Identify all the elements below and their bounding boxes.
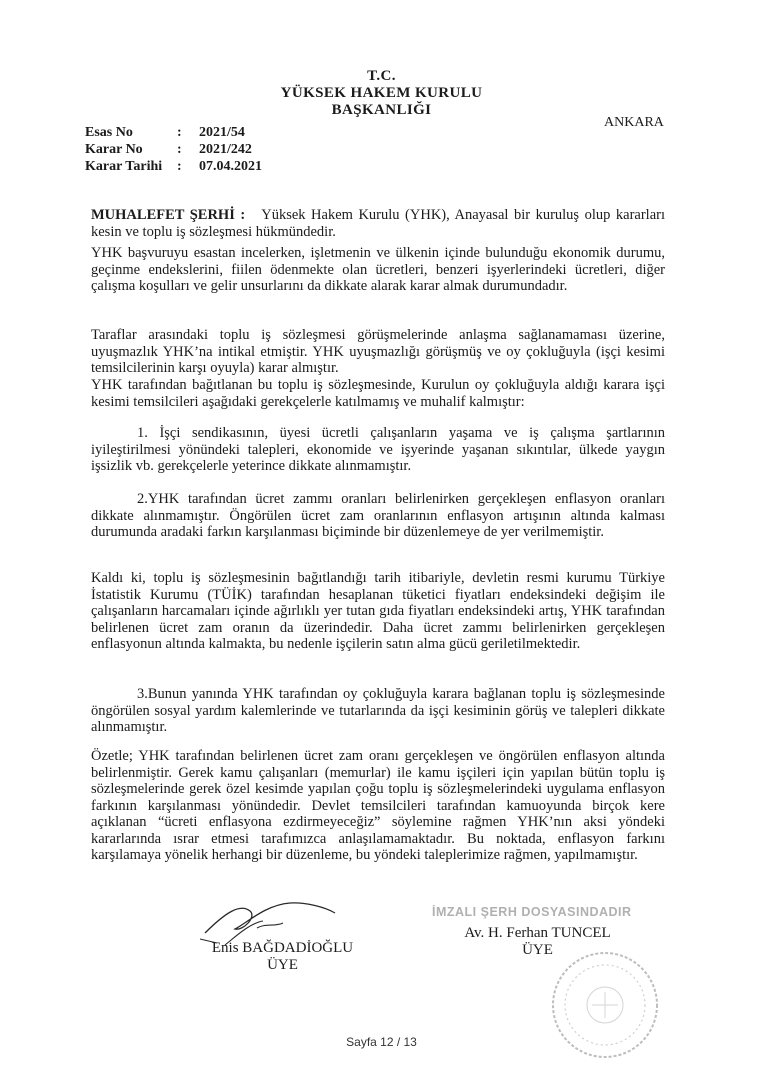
left-signatory-role: ÜYE <box>267 957 298 973</box>
meta-sep-karar: : <box>177 142 182 157</box>
meta-value-tarih: 07.04.2021 <box>199 159 262 174</box>
meta-sep-esas: : <box>177 125 182 140</box>
intro-paragraph <box>91 207 665 240</box>
meta-label-karar: Karar No <box>85 142 143 157</box>
header-city: ANKARA <box>604 115 664 130</box>
dissent-heading: MUHALEFET ŞERHİ : <box>91 207 246 223</box>
header-office: BAŞKANLIĞI <box>331 102 432 118</box>
meta-label-tarih: Karar Tarihi <box>85 159 163 174</box>
meta-value-karar: 2021/242 <box>199 142 252 157</box>
paragraph-3: Taraflar arasındaki toplu iş sözleşmesi görüşmelerinde anlaşma sağlanamaması üzerine, uyuşmazlık YHK’na intikal etmiştir. YHK uyuşmazlığı görüşmüş ve oy çokluğuyla (işçi kesimi temsilcilerinin karşı oyuyla) karar almıştır. <box>91 327 665 376</box>
item-2: 2.YHK tarafından ücret zammı oranları belirlenirken gerçekleşen enflasyon oranları dikkate alınmamıştır. Öngörülen ücret zam oranlarının enflasyon artışının altında kalması durumunda aradaki farkın karşılanması biçiminde bir düzenlemeye de yer verilmemiştir. <box>91 491 665 540</box>
intro-text: Yüksek Hakem Kurulu (YHK), Anayasal bir kuruluş olup kararları kesin ve toplu iş sözleşmesi hükmündedir. <box>91 207 665 240</box>
paragraph-2: YHK başvuruyu esastan incelerken, işletmenin ve ülkenin içinde bulunduğu ekonomik durumu, geçinme endekslerini, fiilen ödenmekte olan ücretleri, benzeri işyerlerindeki ücretleri, diğer çalışma koşulları ve gelir unsurlarını da dikkate alarak karar almak durumundadır. <box>91 245 665 294</box>
header-institution: YÜKSEK HAKEM KURULU <box>280 85 483 101</box>
paragraph-5: Kaldı ki, toplu iş sözleşmesinin bağıtlandığı tarih itibariyle, devletin resmi kurumu Türkiye İstatistik Kurumu (TÜİK) tarafından hesaplanan tüketici fiyatları endeksindeki değişim ile çalışanların harcamaları içinde ağırlıklı yer tutan gıda fiyatları endeksindeki artış, YHK tarafından belirlenen ücret zam oranın da üzerindedir. Daha ücret zammı belirlenirken gerçekleşen enflasyonun altında kalmakta, bu nedenle işçilerin satın alma gücü geriletilmektedir. <box>91 570 665 652</box>
item-3: 3.Bunun yanında YHK tarafından oy çokluğuyla karara bağlanan toplu iş sözleşmesinde öngörülen sosyal yardım kalemlerinde ve tutarlarında da işçi kesiminin görüş ve talepleri dikkate alınmamıştır. <box>91 686 665 735</box>
page-number: Sayfa 12 / 13 <box>346 1035 417 1049</box>
left-signatory-name: Enis BAĞDADİOĞLU <box>211 940 354 956</box>
meta-value-esas: 2021/54 <box>199 125 245 140</box>
item-1: 1. İşçi sendikasının, üyesi ücretli çalışanların yaşama ve iş çalışma şartlarının iyileştirilmesi yönündeki talepleri, ekonomide ve işyerinde yaşanan sıkıntılar, ülkede yaygın işsizlik vb. gerekçelerle yeterince dikkate alınmamıştır. <box>91 425 665 474</box>
meta-label-esas: Esas No <box>85 125 133 140</box>
meta-sep-tarih: : <box>177 159 182 174</box>
right-signatory-role: ÜYE <box>522 942 553 958</box>
header-tc: T.C. <box>367 68 396 84</box>
paragraph-6: Özetle; YHK tarafından belirlenen ücret zam oranı gerçekleşen ve öngörülen enflasyon altında belirlenmiştir. Gerek kamu çalışanları (memurlar) ile kamu işçileri için yapılan bütün toplu iş sözleşmelerinde gerek özel kesimde yapılan çoğu toplu iş sözleşmelerindeki uygulama enflasyon farkının karşılanması yönündedir. Devlet temsilcileri tarafından kamuoyunda birçok kere açıklanan “ücreti enflasyona ezdirmeyeceğiz” söylemine rağmen YHK’nın aksi yöndeki kararlarında ısrar etmesi tarafımızca anlaşılamamaktadır. Bu noktada, enflasyon farkını karşılamaya yönelik herhangi bir düzenleme, bu yöndeki taleplerimize rağmen, yapılmamıştır. <box>91 748 665 863</box>
paragraph-4: YHK tarafından bağıtlanan bu toplu iş sözleşmesinde, Kurulun oy çokluğuyla aldığı karara işçi kesimi temsilcileri aşağıdaki gerekçelerle katılmamış ve muhalif kalmıştır: <box>91 377 665 410</box>
right-signatory-name: Av. H. Ferhan TUNCEL <box>464 925 611 941</box>
signature-on-file-stamp: İMZALI ŞERH DOSYASINDADIR <box>432 905 632 919</box>
